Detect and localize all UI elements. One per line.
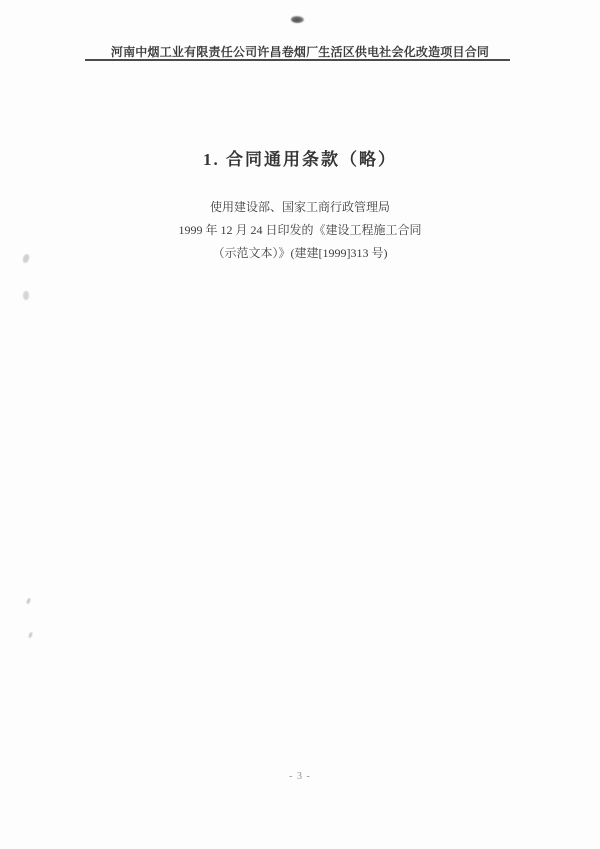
body-paragraph [0,196,600,265]
scan-speck [28,632,33,639]
scan-speck [26,598,31,605]
body-line-2: 1999 年 12 月 24 日印发的《建设工程施工合同 [178,223,422,237]
scan-smudge-mark [291,16,304,23]
body-line-1: 使用建设部、国家工商行政管理局 [209,200,390,214]
body-line-3: （示范文本）》(建建[1999]313 号) [212,246,388,260]
page-number: - 3 - [289,771,311,782]
scan-speck [22,291,29,301]
section-title: 1. 合同通用条款（略） [203,150,397,169]
header-title: 河南中烟工业有限责任公司许昌卷烟厂生活区供电社会化改造项目合同 [110,45,490,59]
header-rule [85,59,510,61]
